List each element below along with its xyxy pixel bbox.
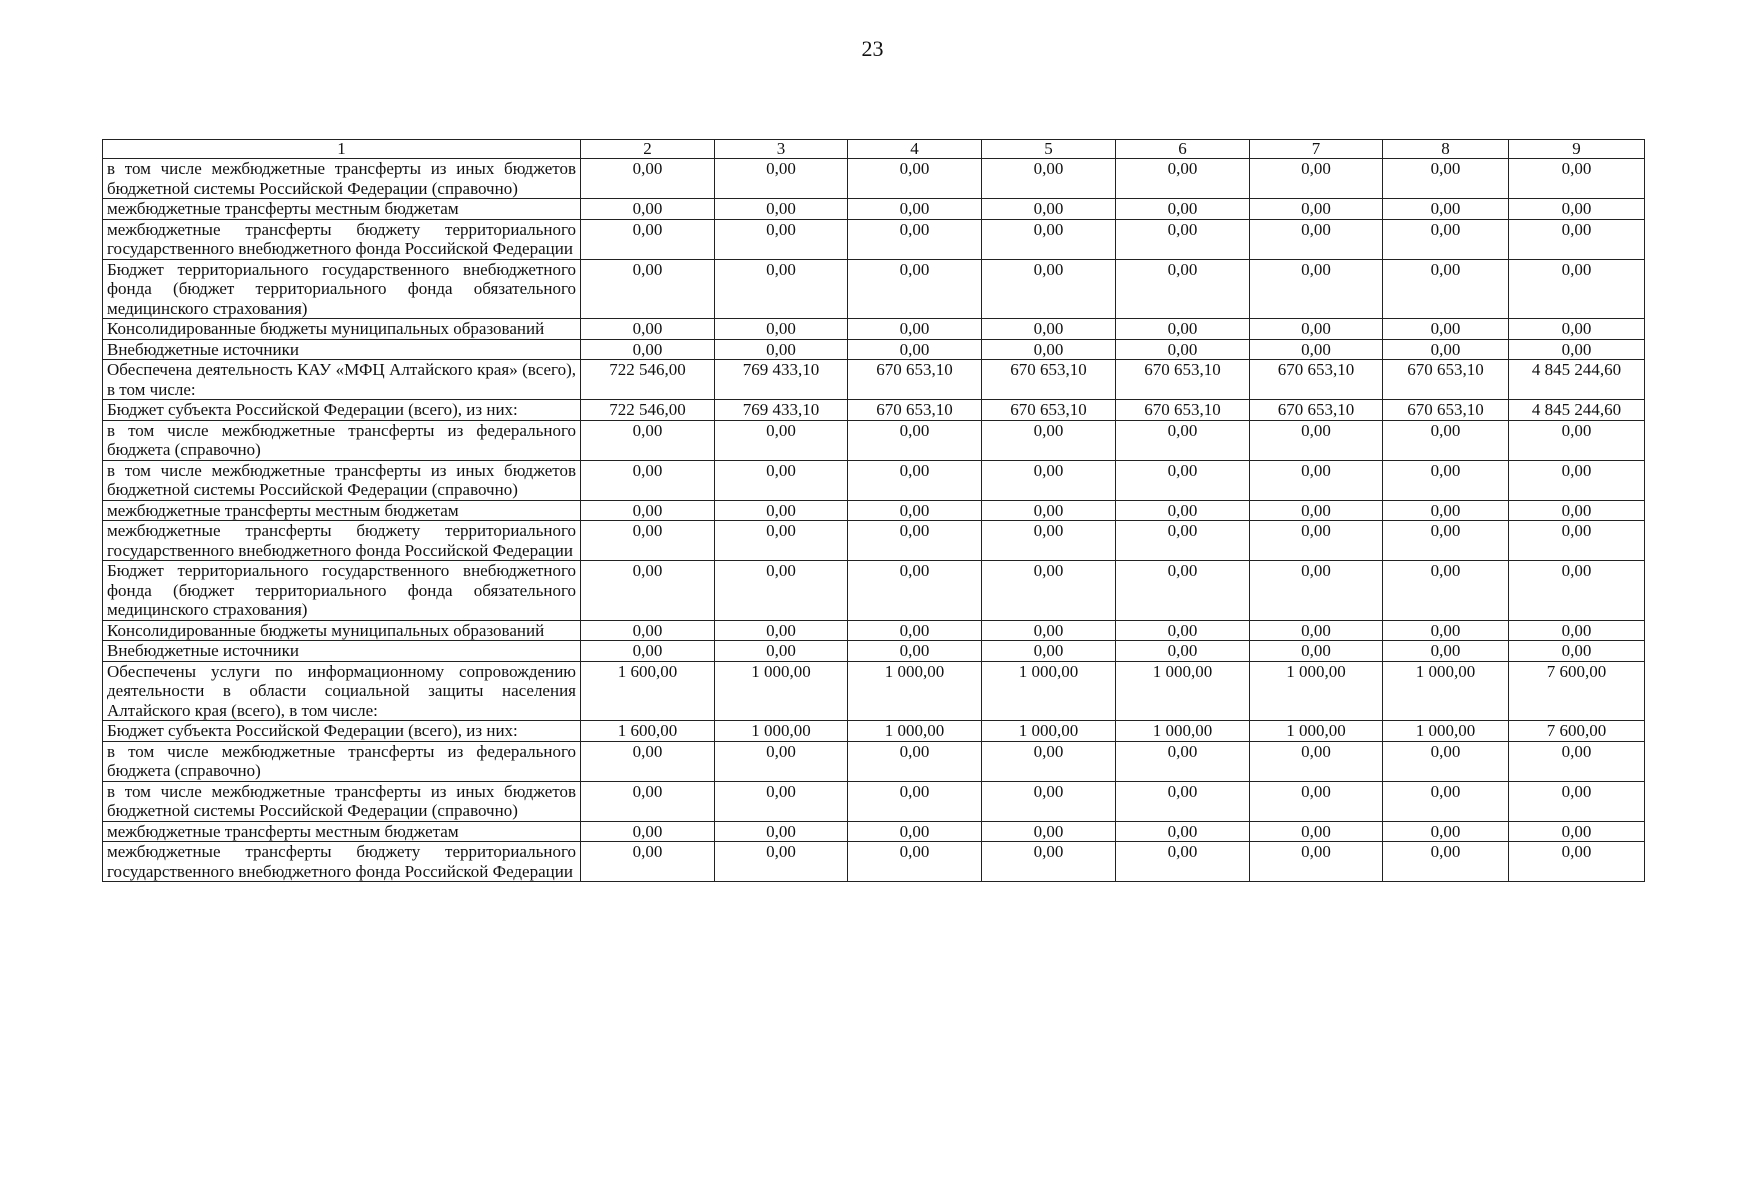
row-value: 0,00 [1383, 319, 1509, 340]
row-value: 0,00 [848, 219, 982, 259]
row-value: 0,00 [982, 521, 1116, 561]
row-value: 0,00 [848, 821, 982, 842]
row-label: межбюджетные трансферты бюджету территориального государственного внебюджетного фонда Российской Федерации [103, 219, 581, 259]
row-value: 0,00 [848, 741, 982, 781]
row-value: 670 653,10 [1250, 400, 1383, 421]
row-value: 0,00 [715, 561, 848, 621]
row-value: 1 000,00 [1116, 721, 1250, 742]
row-value: 0,00 [1116, 159, 1250, 199]
row-value: 4 845 244,60 [1509, 400, 1645, 421]
row-value: 0,00 [1383, 500, 1509, 521]
row-value: 0,00 [1509, 781, 1645, 821]
table-row [103, 339, 1645, 360]
table-row [103, 259, 1645, 319]
row-value: 1 000,00 [715, 721, 848, 742]
column-number: 8 [1383, 140, 1509, 159]
table-row [103, 661, 1645, 721]
row-value: 769 433,10 [715, 360, 848, 400]
row-value: 0,00 [1250, 319, 1383, 340]
row-value: 670 653,10 [848, 360, 982, 400]
row-value: 1 000,00 [982, 721, 1116, 742]
row-value: 670 653,10 [1116, 360, 1250, 400]
row-value: 670 653,10 [1250, 360, 1383, 400]
row-label: межбюджетные трансферты местным бюджетам [103, 500, 581, 521]
row-value: 0,00 [982, 219, 1116, 259]
row-label: в том числе межбюджетные трансферты из федерального бюджета (справочно) [103, 420, 581, 460]
row-value: 0,00 [982, 319, 1116, 340]
table-row [103, 561, 1645, 621]
row-value: 0,00 [715, 641, 848, 662]
row-value: 0,00 [715, 159, 848, 199]
table-row [103, 460, 1645, 500]
row-value: 0,00 [715, 339, 848, 360]
row-value: 0,00 [1250, 159, 1383, 199]
row-value: 0,00 [848, 460, 982, 500]
row-label: Бюджет территориального государственного внебюджетного фонда (бюджет территориального фонда обязательного медицинского страхования) [103, 259, 581, 319]
row-label: Бюджет субъекта Российской Федерации (всего), из них: [103, 721, 581, 742]
table-body [103, 159, 1645, 882]
row-value: 769 433,10 [715, 400, 848, 421]
row-value: 0,00 [1383, 561, 1509, 621]
row-value: 0,00 [581, 741, 715, 781]
row-value: 0,00 [581, 521, 715, 561]
row-value: 0,00 [715, 500, 848, 521]
row-value: 0,00 [1250, 500, 1383, 521]
row-value: 0,00 [715, 460, 848, 500]
row-label: в том числе межбюджетные трансферты из иных бюджетов бюджетной системы Российской Федерации (справочно) [103, 460, 581, 500]
row-value: 670 653,10 [982, 400, 1116, 421]
row-value: 0,00 [982, 460, 1116, 500]
table-row [103, 159, 1645, 199]
row-label: межбюджетные трансферты местным бюджетам [103, 821, 581, 842]
row-value: 0,00 [982, 561, 1116, 621]
row-value: 0,00 [1383, 821, 1509, 842]
row-value: 0,00 [982, 641, 1116, 662]
row-value: 0,00 [1250, 620, 1383, 641]
row-value: 0,00 [1509, 319, 1645, 340]
row-value: 0,00 [848, 159, 982, 199]
row-value: 722 546,00 [581, 400, 715, 421]
row-value: 0,00 [1116, 842, 1250, 882]
table-row [103, 741, 1645, 781]
row-label: межбюджетные трансферты бюджету территориального государственного внебюджетного фонда Российской Федерации [103, 842, 581, 882]
column-number: 1 [103, 140, 581, 159]
row-label: в том числе межбюджетные трансферты из федерального бюджета (справочно) [103, 741, 581, 781]
row-value: 1 600,00 [581, 721, 715, 742]
table-row [103, 521, 1645, 561]
row-value: 1 000,00 [848, 661, 982, 721]
row-value: 0,00 [848, 781, 982, 821]
row-value: 0,00 [1250, 741, 1383, 781]
row-value: 0,00 [1250, 561, 1383, 621]
table-row [103, 842, 1645, 882]
row-label: Бюджет субъекта Российской Федерации (всего), из них: [103, 400, 581, 421]
row-value: 0,00 [1383, 259, 1509, 319]
row-value: 0,00 [1509, 521, 1645, 561]
row-value: 0,00 [982, 500, 1116, 521]
row-value: 0,00 [848, 620, 982, 641]
row-value: 0,00 [1383, 199, 1509, 220]
row-value: 0,00 [1116, 219, 1250, 259]
row-value: 0,00 [1250, 842, 1383, 882]
row-label: в том числе межбюджетные трансферты из иных бюджетов бюджетной системы Российской Федерации (справочно) [103, 159, 581, 199]
table-row [103, 360, 1645, 400]
table-row [103, 420, 1645, 460]
row-value: 0,00 [581, 561, 715, 621]
page-number: 23 [861, 36, 884, 61]
row-value: 0,00 [581, 842, 715, 882]
row-value: 0,00 [1116, 259, 1250, 319]
row-value: 1 000,00 [715, 661, 848, 721]
table-row [103, 721, 1645, 742]
column-number: 7 [1250, 140, 1383, 159]
row-value: 0,00 [581, 781, 715, 821]
row-value: 0,00 [1509, 842, 1645, 882]
row-value: 0,00 [848, 500, 982, 521]
row-value: 0,00 [1509, 620, 1645, 641]
table-row [103, 781, 1645, 821]
column-number: 2 [581, 140, 715, 159]
row-value: 0,00 [1509, 460, 1645, 500]
row-value: 0,00 [1116, 821, 1250, 842]
row-value: 0,00 [1383, 460, 1509, 500]
row-value: 0,00 [1509, 500, 1645, 521]
row-label: Консолидированные бюджеты муниципальных образований [103, 319, 581, 340]
row-value: 0,00 [1383, 842, 1509, 882]
row-label: Консолидированные бюджеты муниципальных образований [103, 620, 581, 641]
row-value: 0,00 [848, 339, 982, 360]
row-value: 0,00 [1509, 219, 1645, 259]
column-number-row [103, 140, 1645, 159]
row-value: 0,00 [1116, 420, 1250, 460]
row-value: 0,00 [982, 159, 1116, 199]
row-value: 0,00 [982, 339, 1116, 360]
row-value: 0,00 [1116, 521, 1250, 561]
row-value: 0,00 [982, 821, 1116, 842]
row-label: межбюджетные трансферты бюджету территориального государственного внебюджетного фонда Российской Федерации [103, 521, 581, 561]
row-value: 0,00 [1116, 620, 1250, 641]
row-value: 0,00 [1383, 219, 1509, 259]
row-value: 0,00 [715, 842, 848, 882]
row-value: 0,00 [715, 199, 848, 220]
row-value: 0,00 [848, 319, 982, 340]
row-value: 0,00 [715, 219, 848, 259]
row-value: 670 653,10 [982, 360, 1116, 400]
row-value: 0,00 [1509, 339, 1645, 360]
row-value: 0,00 [1509, 741, 1645, 781]
row-value: 0,00 [848, 521, 982, 561]
row-value: 0,00 [848, 842, 982, 882]
row-value: 0,00 [581, 641, 715, 662]
row-value: 1 000,00 [848, 721, 982, 742]
row-value: 0,00 [581, 259, 715, 319]
row-value: 0,00 [581, 339, 715, 360]
row-value: 1 000,00 [982, 661, 1116, 721]
row-value: 1 600,00 [581, 661, 715, 721]
column-number: 6 [1116, 140, 1250, 159]
row-value: 0,00 [1250, 199, 1383, 220]
row-value: 0,00 [581, 159, 715, 199]
row-value: 0,00 [715, 821, 848, 842]
row-value: 0,00 [1509, 561, 1645, 621]
row-value: 0,00 [1116, 561, 1250, 621]
row-value: 0,00 [581, 460, 715, 500]
row-value: 7 600,00 [1509, 661, 1645, 721]
row-value: 0,00 [1116, 339, 1250, 360]
row-value: 0,00 [1509, 420, 1645, 460]
row-value: 0,00 [581, 199, 715, 220]
row-value: 0,00 [581, 219, 715, 259]
row-value: 0,00 [581, 420, 715, 460]
row-value: 1 000,00 [1383, 661, 1509, 721]
column-number: 9 [1509, 140, 1645, 159]
table-row [103, 620, 1645, 641]
row-value: 0,00 [1250, 219, 1383, 259]
row-label: Обеспечена деятельность КАУ «МФЦ Алтайского края» (всего), в том числе: [103, 360, 581, 400]
row-value: 0,00 [715, 319, 848, 340]
table-row [103, 199, 1645, 220]
row-value: 0,00 [715, 521, 848, 561]
row-value: 0,00 [715, 420, 848, 460]
row-value: 0,00 [1250, 259, 1383, 319]
row-value: 0,00 [1116, 500, 1250, 521]
row-value: 0,00 [1250, 521, 1383, 561]
budget-table [102, 139, 1645, 882]
row-value: 0,00 [1250, 339, 1383, 360]
row-value: 0,00 [1250, 460, 1383, 500]
row-value: 0,00 [848, 259, 982, 319]
row-value: 1 000,00 [1383, 721, 1509, 742]
table-row [103, 641, 1645, 662]
row-label: Внебюджетные источники [103, 339, 581, 360]
row-value: 0,00 [1383, 521, 1509, 561]
table-row [103, 319, 1645, 340]
row-value: 0,00 [1116, 199, 1250, 220]
row-value: 0,00 [1250, 641, 1383, 662]
row-value: 0,00 [982, 842, 1116, 882]
row-value: 0,00 [1509, 641, 1645, 662]
row-value: 0,00 [1116, 781, 1250, 821]
row-value: 670 653,10 [848, 400, 982, 421]
row-value: 0,00 [982, 620, 1116, 641]
row-value: 0,00 [848, 641, 982, 662]
row-value: 0,00 [848, 420, 982, 460]
row-label: межбюджетные трансферты местным бюджетам [103, 199, 581, 220]
row-value: 0,00 [1116, 741, 1250, 781]
row-value: 0,00 [1509, 259, 1645, 319]
row-label: Бюджет территориального государственного внебюджетного фонда (бюджет территориального фонда обязательного медицинского страхования) [103, 561, 581, 621]
row-label: Обеспечены услуги по информационному сопровождению деятельности в области социальной защиты населения Алтайского края (всего), в том числе: [103, 661, 581, 721]
row-value: 4 845 244,60 [1509, 360, 1645, 400]
row-value: 0,00 [848, 199, 982, 220]
row-value: 670 653,10 [1383, 400, 1509, 421]
row-value: 0,00 [1383, 741, 1509, 781]
row-value: 0,00 [1116, 641, 1250, 662]
row-value: 1 000,00 [1116, 661, 1250, 721]
row-value: 722 546,00 [581, 360, 715, 400]
row-value: 0,00 [982, 741, 1116, 781]
column-number: 4 [848, 140, 982, 159]
row-value: 0,00 [1250, 821, 1383, 842]
column-number: 3 [715, 140, 848, 159]
row-value: 0,00 [1383, 641, 1509, 662]
row-value: 0,00 [1383, 339, 1509, 360]
row-value: 0,00 [715, 259, 848, 319]
row-value: 0,00 [1383, 781, 1509, 821]
row-value: 0,00 [1116, 319, 1250, 340]
table-row [103, 821, 1645, 842]
row-value: 0,00 [1116, 460, 1250, 500]
row-value: 0,00 [1383, 159, 1509, 199]
row-value: 0,00 [715, 781, 848, 821]
row-value: 0,00 [1509, 199, 1645, 220]
row-value: 0,00 [1250, 420, 1383, 460]
table-row [103, 400, 1645, 421]
row-label: Внебюджетные источники [103, 641, 581, 662]
row-value: 0,00 [581, 620, 715, 641]
row-value: 0,00 [1509, 821, 1645, 842]
row-value: 0,00 [581, 500, 715, 521]
row-value: 1 000,00 [1250, 721, 1383, 742]
row-value: 0,00 [982, 781, 1116, 821]
row-value: 0,00 [982, 199, 1116, 220]
row-value: 0,00 [1509, 159, 1645, 199]
row-label: в том числе межбюджетные трансферты из иных бюджетов бюджетной системы Российской Федерации (справочно) [103, 781, 581, 821]
row-value: 0,00 [982, 259, 1116, 319]
row-value: 670 653,10 [1383, 360, 1509, 400]
row-value: 0,00 [1250, 781, 1383, 821]
row-value: 0,00 [1383, 620, 1509, 641]
table-row [103, 219, 1645, 259]
row-value: 1 000,00 [1250, 661, 1383, 721]
row-value: 0,00 [581, 821, 715, 842]
row-value: 0,00 [715, 620, 848, 641]
row-value: 0,00 [848, 561, 982, 621]
row-value: 7 600,00 [1509, 721, 1645, 742]
row-value: 0,00 [1383, 420, 1509, 460]
row-value: 670 653,10 [1116, 400, 1250, 421]
column-number: 5 [982, 140, 1116, 159]
row-value: 0,00 [715, 741, 848, 781]
row-value: 0,00 [581, 319, 715, 340]
row-value: 0,00 [982, 420, 1116, 460]
table-row [103, 500, 1645, 521]
